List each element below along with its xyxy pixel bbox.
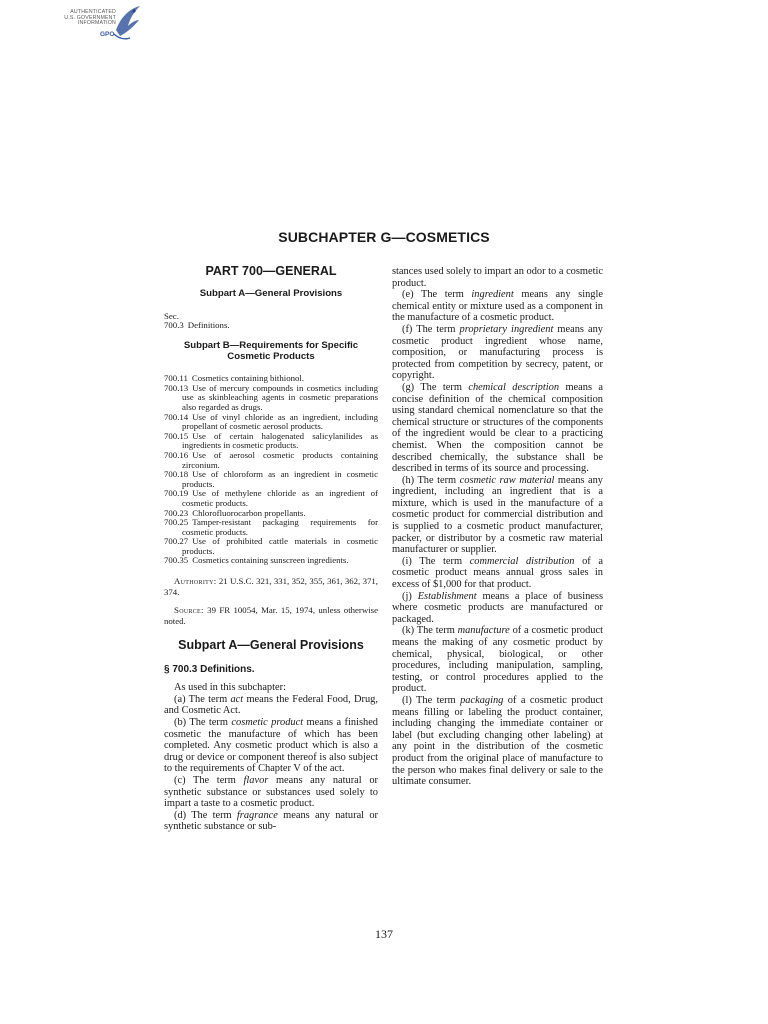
part-title: PART 700—GENERAL (205, 264, 337, 278)
toc-entry-number: 700.18 (164, 469, 189, 480)
toc-entry-number: 700.13 (164, 382, 189, 393)
toc-entry-text: Use of vinyl chloride as an ingredient, including propellant of cosmetic aerosol products. (182, 411, 378, 432)
term-chemical-description: chemical description (468, 381, 560, 393)
definition-d: (d) The term fragrance means any natural or synthetic substance or sub- (164, 809, 378, 833)
toc-sec-label: Sec. (164, 310, 179, 321)
toc-entry-number: 700.25 (164, 517, 189, 528)
toc-entry-number: 700.27 (164, 536, 189, 547)
left-column (164, 266, 378, 833)
term-commercial-distribution: commercial distribution (469, 555, 575, 567)
toc-entry-number: 700.15 (164, 430, 189, 441)
toc-entry-number: 700.3 (164, 319, 184, 330)
source-note (164, 605, 378, 626)
seal-text (30, 10, 116, 27)
toc-entry (164, 489, 378, 508)
subpart-a-heading: Subpart A—General Provisions (178, 638, 364, 653)
toc-entry (164, 556, 378, 566)
source-text: 39 FR 10054, Mar. 15, 1974, unless otherwise noted. (164, 605, 378, 626)
definition-b: (b) The term cosmetic product means a finished cosmetic the manufacture of which has been completed. Any cosmetic product which is also a drug or device or component thereof is also subject to the requirements of Chapter V of the act. (164, 717, 378, 775)
term-ingredient: ingredient (471, 289, 514, 301)
seal-line-3: INFORMATION (77, 20, 116, 27)
toc-entry (164, 413, 378, 432)
term-establishment: Establishment (417, 590, 477, 602)
term-fragrance: fragrance (236, 809, 278, 821)
page-number: 137 (375, 927, 393, 941)
definitions-intro: As used in this subchapter: (174, 682, 286, 694)
definition-l: (l) The term packaging of a cosmetic product means filling or labeling the product container, including changing the immediate container or label (but excluding changing other labeling) at any point in the distribution of the cosmetic product from the original place of manufacture to the person who makes final delivery or sale to the ultimate consumer. (392, 694, 603, 788)
source-label: Source: (174, 605, 204, 616)
term-act: act (230, 693, 244, 705)
definition-a: (a) The term act means the Federal Food, Drug, and Cosmetic Act. (164, 693, 378, 717)
toc-entry-text: Use of methylene chloride as an ingredient of cosmetic products. (182, 488, 378, 508)
toc-subpart-a-list (164, 321, 378, 331)
toc-entry-number: 700.14 (164, 411, 189, 422)
authority-note (164, 576, 378, 597)
toc-entry (164, 518, 378, 537)
toc-entry-number: 700.11 (164, 373, 188, 384)
toc-entry-text: Use of mercury compounds in cosmetics including use as skinbleaching agents in cosmetic preparations also regarded as drugs. (182, 382, 378, 412)
toc-entry (164, 432, 378, 451)
toc-entry-number: 700.19 (164, 488, 189, 499)
authority-text: 21 U.S.C. 321, 331, 352, 355, 361, 362, 371, 374. (164, 576, 378, 597)
toc-subpart-b-heading: Subpart B—Requirements for Specific Cosmetic Products (183, 340, 359, 363)
subchapter-title: SUBCHAPTER G—COSMETICS (278, 229, 490, 245)
seal-line-1: AUTHENTICATED (70, 9, 116, 15)
definition-i: (i) The term commercial distribution of a cosmetic product means annual gross sales in excess of $1,000 for that product. (392, 555, 603, 591)
toc-entry (164, 451, 378, 470)
definition-f: (f) The term proprietary ingredient means any cosmetic product ingredient whose name, composition, or manufacturing process is protected from competition by secrecy, patent, or copyright. (392, 323, 604, 382)
toc-entry-number: 700.16 (164, 449, 189, 460)
toc-entry-text: Use of chloroform as an ingredient in cosmetic products. (182, 469, 378, 489)
toc-entry-text: Cosmetics containing sunscreen ingredients. (192, 555, 349, 566)
toc-entry-text: Use of prohibited cattle materials in cosmetic products. (182, 536, 378, 556)
toc-entry-text: Definitions. (187, 319, 230, 330)
right-column (392, 266, 603, 788)
term-cosmetic-product: cosmetic product (231, 717, 304, 729)
seal-line-2: U.S. GOVERNMENT (64, 14, 116, 21)
toc-entry-text: Cosmetics containing bithionol. (191, 373, 305, 384)
toc-entry-text: Use of certain halogenated salicylanilides as ingredients in cosmetic products. (182, 430, 378, 451)
gpo-authentication-seal (30, 4, 142, 48)
toc-entry-text: Use of aerosol cosmetic products containing zirconium. (182, 449, 378, 470)
toc-entry (164, 470, 378, 489)
toc-subpart-a-heading: Subpart A—General Provisions (199, 287, 343, 299)
definition-c: (c) The term flavor means any natural or synthetic substance or substances used solely to impart a taste to a cosmetic product. (164, 775, 378, 810)
toc-entry (164, 321, 378, 331)
term-cosmetic-raw-material: cosmetic raw material (459, 474, 555, 486)
toc-entry (164, 384, 378, 413)
term-manufacture: manufacture (457, 625, 510, 637)
definition-j: (j) Establishment means a place of business where cosmetic products are manufactured or packaged. (392, 590, 603, 625)
eagle-icon (112, 4, 142, 48)
authority-label: Authority: (174, 576, 217, 587)
toc-entry-number: 700.35 (164, 555, 189, 566)
definition-e: (e) The term ingredient means any single chemical entity or mixture used as a component in the manufacture of a cosmetic product. (392, 289, 603, 324)
toc-subpart-b-list (164, 374, 378, 566)
toc-entry-text: Chlorofluorocarbon propellants. (192, 507, 306, 518)
seal-gpo-label: GPO (100, 31, 115, 38)
definition-d-continued: stances used solely to impart an odor to a cosmetic product. (392, 266, 603, 289)
definition-g: (g) The term chemical description means a concise definition of the chemical composition using standard chemical nomenclature so that the chemical structure or structures of the components of the ingredient would be clear to a practicing chemist. When the composition cannot be described chemically, the substance shall be described in terms of its source and processing. (392, 381, 604, 475)
toc-entry-number: 700.23 (164, 507, 189, 518)
term-proprietary-ingredient: proprietary ingredient (459, 323, 554, 335)
toc-entry-text: Tamper-resistant packaging requirements for cosmetic products. (182, 517, 378, 537)
term-flavor: flavor (243, 775, 269, 786)
section-700-3-heading: § 700.3 Definitions. (164, 663, 255, 675)
definition-h: (h) The term cosmetic raw material means any ingredient, including an ingredient that is a mixture, which is used in the manufacture of a cosmetic product for commercial distribution and is supplied to a cosmetic product manufacturer, packer, or distributor by a cosmetic raw material manufacturer or supplier. (392, 474, 603, 556)
toc-entry (164, 537, 378, 556)
definition-k: (k) The term manufacture of a cosmetic product means the making of any cosmetic product by chemical, physical, biological, or other procedures, including manipulation, sampling, testing, or control procedures applied to the product. (392, 625, 603, 695)
term-packaging: packaging (460, 694, 504, 706)
